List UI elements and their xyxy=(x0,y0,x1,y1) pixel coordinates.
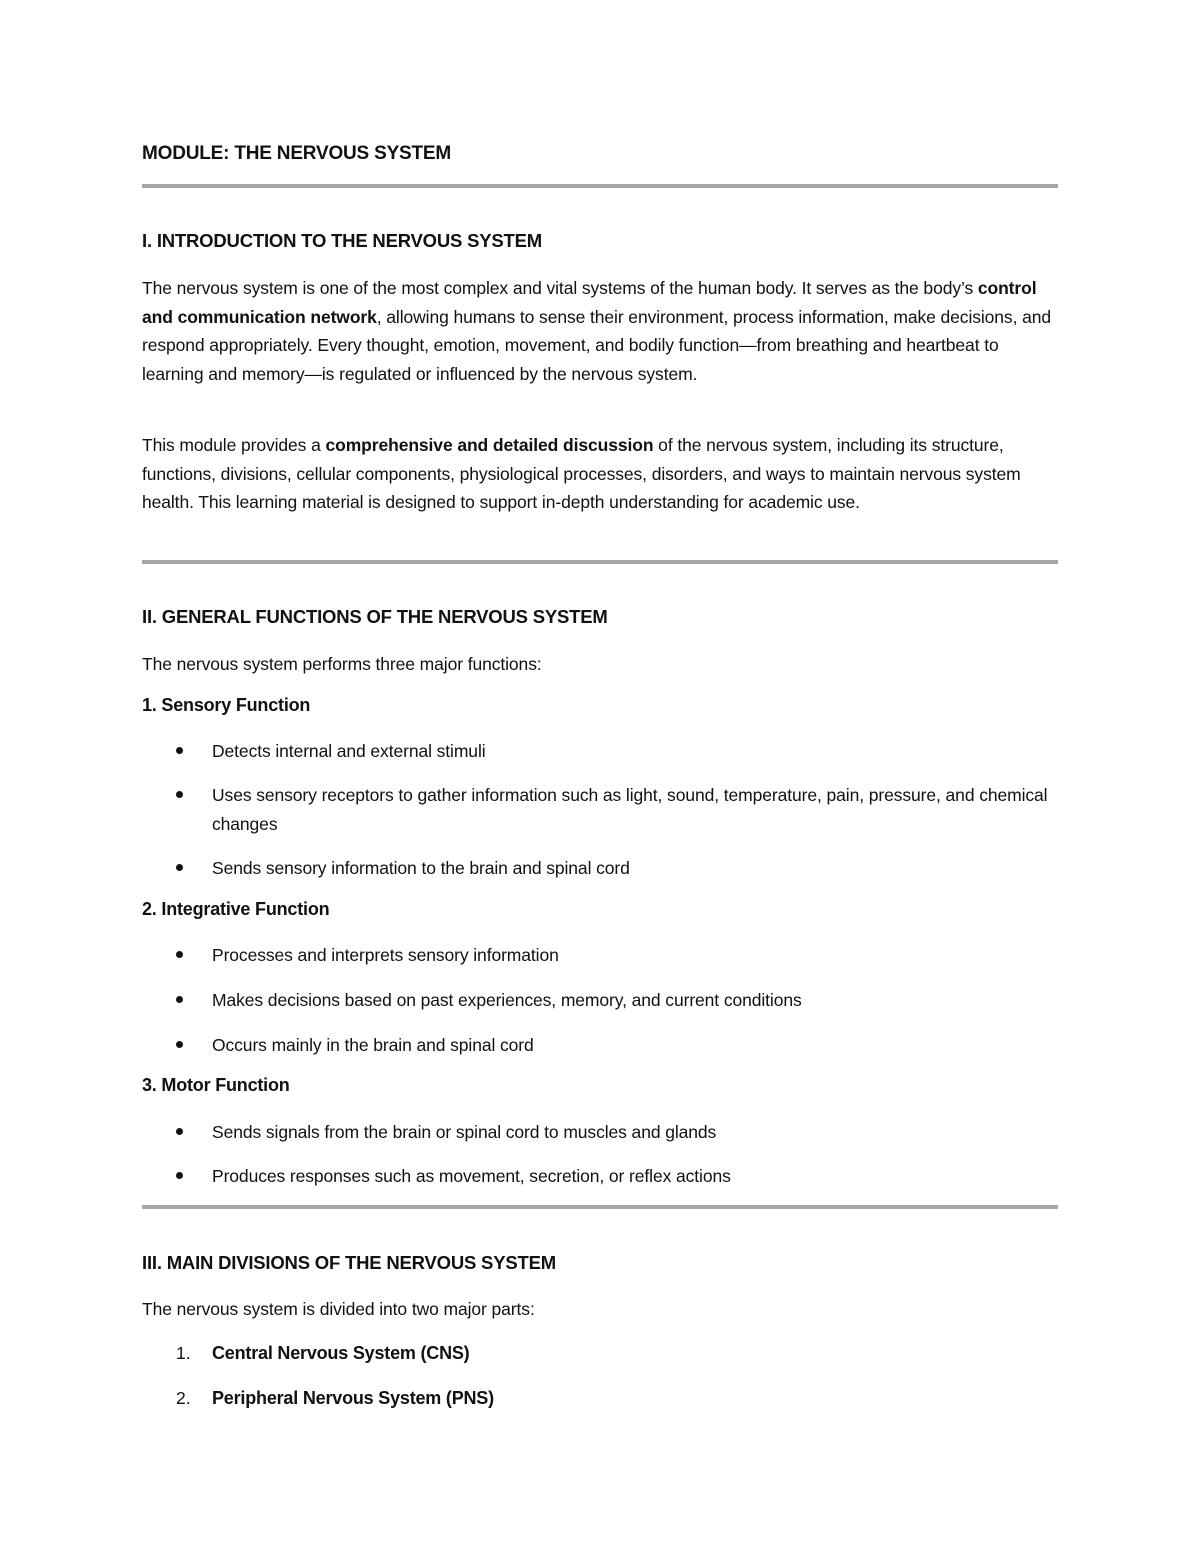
list-item-label: Peripheral Nervous System (PNS) xyxy=(212,1388,494,1408)
list-item-text: Sends signals from the brain or spinal cord to muscles and glands xyxy=(212,1122,717,1142)
bullet-icon xyxy=(176,791,183,798)
paragraph-text: This module provides a xyxy=(142,435,326,455)
intro-paragraph-2 xyxy=(142,431,1058,517)
intro-paragraph-1 xyxy=(142,274,1058,388)
paragraph-text: , allowing humans to sense their environment, process information, make decisions, and respond appropriately. Every thought, emotion, movement, and bodily function—from breathing and heartbeat to learning and memory—is regulated or influenced by the nervous system. xyxy=(142,306,1052,384)
bullet-icon xyxy=(176,1041,183,1048)
horizontal-rule xyxy=(142,184,1058,188)
list-number: 2. xyxy=(176,1388,191,1408)
subheading-sensory-function: 1. Sensory Function xyxy=(142,695,311,715)
bullet-icon xyxy=(176,864,183,871)
bullet-icon xyxy=(176,1172,183,1179)
functions-intro: The nervous system performs three major functions: xyxy=(142,654,542,674)
horizontal-rule xyxy=(142,560,1058,564)
section-heading-general-functions: II. GENERAL FUNCTIONS OF THE NERVOUS SYSTEM xyxy=(142,606,608,627)
list-item-text: Makes decisions based on past experiences, memory, and current conditions xyxy=(212,990,802,1010)
list-item-text: Processes and interprets sensory information xyxy=(212,945,559,965)
section-heading-introduction: I. INTRODUCTION TO THE NERVOUS SYSTEM xyxy=(142,230,542,251)
list-item-label: Central Nervous System (CNS) xyxy=(212,1343,470,1363)
subheading-motor-function: 3. Motor Function xyxy=(142,1075,290,1095)
subheading-integrative-function: 2. Integrative Function xyxy=(142,899,330,919)
bullet-icon xyxy=(176,747,183,754)
bullet-icon xyxy=(176,1128,183,1135)
bullet-icon xyxy=(176,996,183,1003)
list-item-text: Occurs mainly in the brain and spinal cord xyxy=(212,1035,534,1055)
list-number: 1. xyxy=(176,1343,191,1363)
horizontal-rule xyxy=(142,1205,1058,1209)
paragraph-text: The nervous system is one of the most complex and vital systems of the human body. It serves as the body’s xyxy=(142,278,978,298)
list-item-text: Uses sensory receptors to gather information such as light, sound, temperature, pain, pressure, and chemical changes xyxy=(212,785,1048,834)
list-item-text: Detects internal and external stimuli xyxy=(212,741,486,761)
list-item-text: Produces responses such as movement, secretion, or reflex actions xyxy=(212,1166,731,1186)
emphasis-text: control and communication network xyxy=(142,278,1037,327)
bullet-icon xyxy=(176,951,183,958)
divisions-intro: The nervous system is divided into two major parts: xyxy=(142,1299,535,1319)
list-item-text: Sends sensory information to the brain and spinal cord xyxy=(212,858,630,878)
emphasis-text: comprehensive and detailed discussion xyxy=(325,435,654,455)
document-title: MODULE: THE NERVOUS SYSTEM xyxy=(142,143,452,164)
section-heading-main-divisions: III. MAIN DIVISIONS OF THE NERVOUS SYSTEM xyxy=(142,1252,556,1273)
paragraph-text: of the nervous system, including its structure, functions, divisions, cellular components, physiological processes, disorders, and ways to maintain nervous system health. This learning material is designed to support in-depth understanding for academic use. xyxy=(142,435,1021,513)
